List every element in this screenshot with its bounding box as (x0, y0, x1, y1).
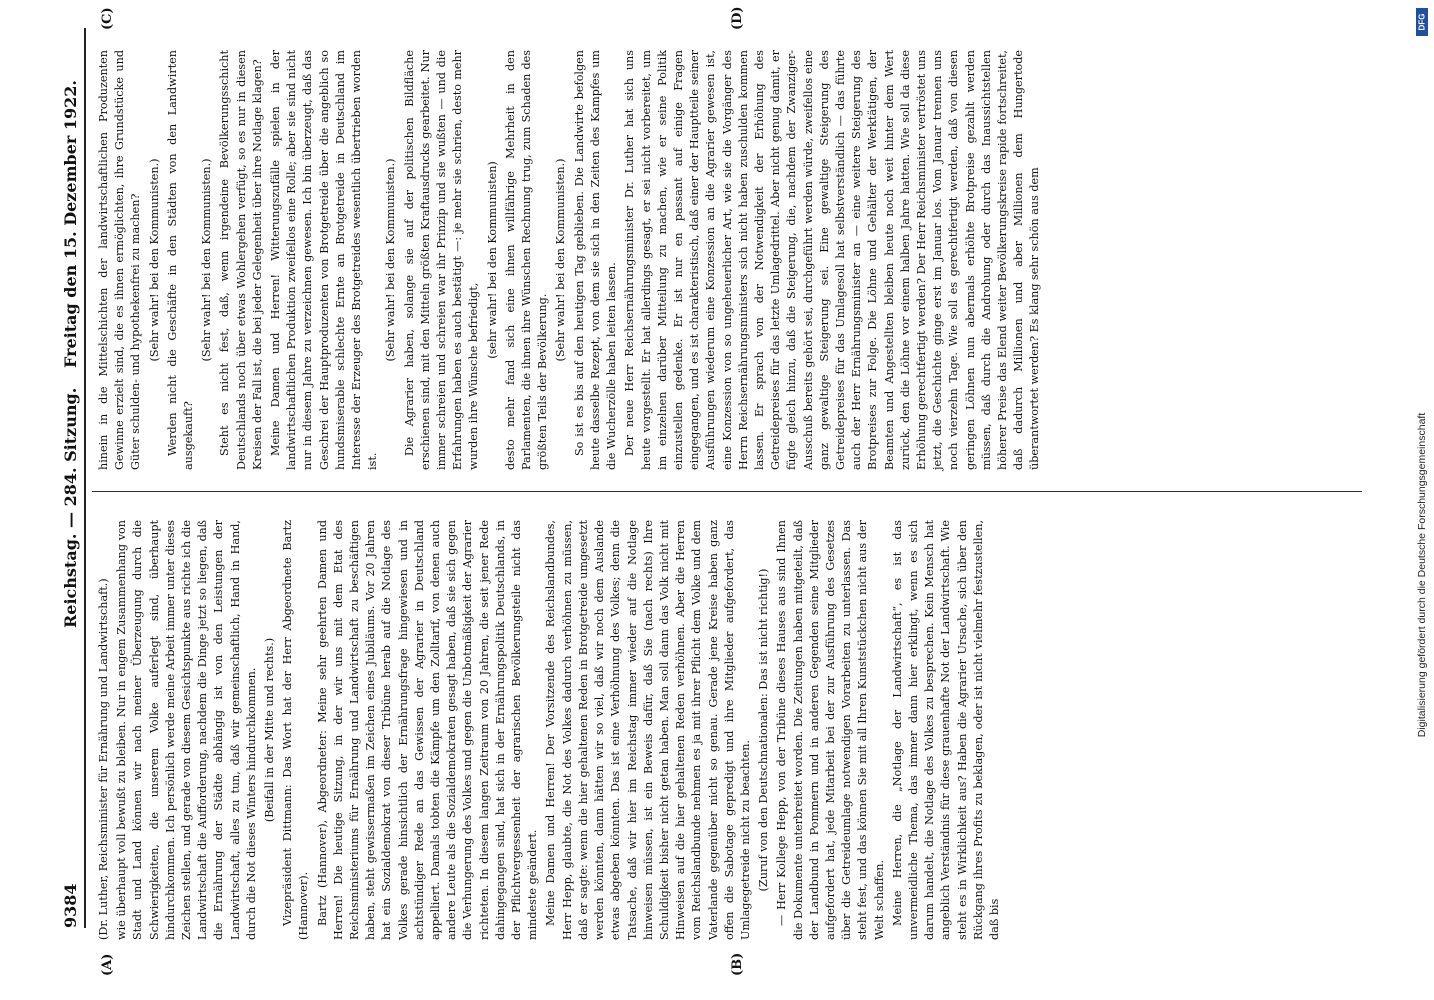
paragraph: (Sehr wahr! bei den Kommunisten.) (384, 158, 398, 362)
paragraph: (Sehr wahr! bei den Kommunisten.) (554, 158, 568, 362)
paragraph: (Dr. Luther, Reichsminister für Ernährung und Landwirtschaft.) (97, 578, 110, 940)
left-text-column (96, 520, 1005, 940)
paragraph: Meine Herren, die „Notlage der Landwirtschaft“, es ist das unvermeidliche Thema, das immer dann hier erklingt, wenn es sich darum handelt, die Notlage des Volkes zu besprechen. Kein Mensch hat angeblich Verständnis für diese grauenhafte Not der Landwirtschaft. Wie steht es in Wirklichkeit aus? Haben die Agrarier Ursache, sich über den Rückgang ihres Profits zu beklagen, oder ist nicht vielmehr festzustellen, daß bis (890, 520, 1001, 940)
session-title: Reichstag. — 284. Sitzung. (61, 387, 80, 628)
paragraph: (Sehr wahr! bei den Kommunisten.) (147, 158, 161, 362)
right-text-column (96, 50, 1046, 470)
paragraph: (Zuruf von den Deutschnationalen: Das ist nicht richtig!) (757, 568, 771, 892)
margin-letter-b: (B) (730, 952, 745, 976)
dfg-logo: DFG (1416, 8, 1428, 36)
paragraph: Steht es nicht fest, daß, wenn irgendeine Bevölkerungsschicht Deutschlands noch über etwas Wohlergehen verfügt, so es nur in diesen Kreisen der Fall ist, die bei jeder Gelegenheit über ihre Notlage klagen? (218, 50, 264, 470)
paragraph: Bartz (Hannover), Abgeordneter: Meine sehr geehrten Damen und Herren! Die heutige Sitzung, in der wir uns mit dem Etat des Reichsministeriums für Ernährung und Landwirtschaft zu beschäftigen haben, steht gewissermaßen im Zeichen eines Jubiläums. Vor 20 Jahren hat ein Sozialdemokrat von dieser Tribüne herab auf die Notlage des Volkes gerade hinsichtlich der Ernährungsfrage hingewiesen und in achtstündiger Rede an das Gewissen der Agrarier in Deutschland appelliert. Damals tobten die Kämpfe um den Zolltarif, von denen auch andere Leute als die Sozialdemokraten gesagt haben, daß sie sich gegen die Verhungerung des Volkes und gegen die Unbotmäßigkeit der Agrarier richteten. In diesem langen Zeitraum von 20 Jahren, die seit jener Rede dahingegangen sind, hat sich in der Ernährungspolitik Deutschlands, in der Pflichtvergessenheit der agrarischen Bevölkerungsteile nicht das mindeste geändert. (315, 520, 540, 940)
session-date: Freitag den 15. Dezember 1922. (61, 80, 80, 368)
page-number: 9384 (61, 883, 80, 928)
paragraph: Die Agrarier haben, solange sie auf der politischen Bildfläche erschienen sind, mit den Mitteln größten Kraftausdrucks gearbeitet. Nur immer schreien und schreien war ihr Prinzip und sie wußten — und die Erfahrungen haben es auch bestätigt —: je mehr sie schrien, desto mehr wurden ihre Wünsche befriedigt, (402, 50, 481, 470)
paragraph: Meine Damen und Herren! Der Vorsitzende des Reichslandbundes, Herr Hepp, glaubte, die Not des Volkes dadurch verhöhnen zu müssen, daß er sagte: wenn die hier gehaltenen Reden in Brotgetreide umgesetzt werden könnten, dann hätten wir so viel, daß wir noch dem Auslande etwas abgeben könnten. Das ist eine Verhöhnung des Volkes; denn die Tatsache, daß wir hier im Reichstag immer wieder auf die Notlage hinweisen müssen, ist ein Beweis dafür, daß Sie (nach rechts) Ihre Schuldigkeit bisher nicht getan haben. Man soll dann das Volk nicht mit Hinweisen auf die hier gehaltenen Reden verhöhnen. Aber die Herren vom Reichslandbunde nehmen es ja mit ihrer Pflicht dem Volke und dem Vaterlande gegenüber nicht so genau. Gerade jene Kreise haben ganz offen die Sabotage gepredigt und ihre Mitglieder aufgefordert, das Umlagegetreide nicht zu beachten. (544, 520, 752, 940)
margin-letter-d: (D) (730, 6, 745, 30)
paragraph: Der neue Herr Reichsernährungsminister Dr. Luther hat sich uns heute vorgestellt. Er hat allerdings gesagt, er sei nicht vorbereitet, um im einzelnen darüber Mitteilung zu machen, wie er seine Politik einzustellen gedenke. Er ist nur en passant auf einige Fragen eingegangen, und es ist charakteristisch, daß einer der Hauptteile seiner Ausführungen wiederum eine Konzession an die Agrarier gewesen ist, eine Konzession von so ungeheuerlicher Art, wie sie die Vorgänger des Herrn Reichsernährungsministers sich nicht haben zuschulden kommen lassen. Er sprach von der Notwendigkeit der Erhöhung des Getreidepreises für das letzte Umlagedrittel. Aber nicht genug damit, er fügte gleich hinzu, daß die Steigerung, die, nachdem der Zwanziger-Ausschuß bereits gehört sei, durchgeführt werden würde, zweifellos eine ganz gewaltige Steigerung sei. Eine gewaltige Steigerung des Getreidepreises für das Umlagesoll hat selbstverständlich — das führte auch der Herr Ernährungsminister an — eine weitere Steigerung des Brotpreises zur Folge. Die Löhne und Gehälter der Werktätigen, der Beamten und Angestellten bleiben heute noch weit hinter dem Wert zurück, den die Löhne vor einem halben Jahre hatten. Wie soll da diese Erhöhung gerechtfertigt werden? Der Herr Reichsminister vertröstet uns jetzt, die Geschichte ginge erst im Januar los. Vom Januar trennen uns noch vierzehn Tage. Wie soll es gerechtfertigt werden, daß von diesen geringen Löhnen nun abermals erhöhte Brotpreise gezahlt werden müssen, daß durch die Androhung oder durch das Inaussichtstellen höherer Preise das Elend weiter Bevölkerungskreise rapide fortschreitet, daß dadurch Millionen und aber Millionen dem Hungertode überantwortet werden? Es klang sehr schön aus dem (623, 50, 1042, 470)
margin-letter-c: (C) (100, 7, 115, 30)
paragraph: Vizepräsident Dittmann: Das Wort hat der Herr Abgeordnete Bartz (Hannover). (281, 520, 311, 940)
digitization-credit: Digitalisierung gefördert durch die Deutsche Forschungsgemeinschaft (1416, 412, 1428, 738)
paragraph: — Herr Kollege Hepp, von der Tribüne dieses Hauses aus sind Ihnen die Dokumente unterbreitet worden. Die Zeitungen haben mitgeteilt, daß der Landbund in Pommern und in anderen Gegenden seine Mitglieder aufgefordert hat, jede Mitarbeit bei der zur Ausführung des Gesetzes über die Getreideumlage notwendigen Vorarbeiten zu unterlassen. Das steht fest, und das können Sie mit all Ihren Kunststückchen nicht aus der Welt schaffen. (775, 520, 886, 940)
page-header (48, 28, 86, 928)
paragraph: So ist es bis auf den heutigen Tag geblieben. Die Landwirte befolgen heute dasselbe Rezept, von dem sie sich in den Zeiten des Kampfes um die Wucherzölle haben leiten lassen. (572, 50, 619, 470)
paragraph: Meine Damen und Herren! Witterungszufälle spielen in der landwirtschaftlichen Produktion zweifellos eine Rolle; aber sie sind nicht nur in diesem Jahre zu verzeichnen gewesen. Ich bin überzeugt, daß das Geschrei der Hauptproduzenten von Brotgetreide über die angeblich so hundsmiserable schlechte Ernte an Brotgetreide in Deutschland im Interesse der Erzeuger des Brotgetreides wesentlich übertrieben worden ist. (269, 50, 380, 470)
paragraph: (sehr wahr! bei den Kommunisten) (485, 161, 499, 359)
column-divider (92, 491, 1362, 492)
paragraph: Werden nicht die Geschäfte in den Städten von den Landwirten ausgekauft? (165, 50, 196, 470)
paragraph: desto mehr fand sich eine ihnen willfährige Mehrheit in den Parlamenten, die ihnen ihre Wünschen Rechnung trug, zum Schaden des größten Teils der Bevölkerung. (503, 50, 550, 470)
paragraph: hinein in die Mittelschichten der landwirtschaftlichen Produzenten Gewinne erzielt sind, die es ihnen ermöglichten, ihre Grundstücke und Güter schulden- und hypothekenfrei zu machen? (97, 50, 143, 470)
paragraph: (Sehr wahr! bei den Kommunisten.) (200, 158, 214, 362)
paragraph: (Beifall in der Mitte und rechts.) (263, 637, 277, 823)
margin-letter-a: (A) (100, 953, 115, 976)
paragraph: wie überhaupt voll bewußt zu bleiben. Nur in engem Zusammenhang von Stadt und Land können wir nach meiner Überzeugung durch die Schwierigkeiten, die unserem Volke auferlegt sind, überhaupt hindurchkommen. Ich persönlich werde meine Arbeit immer unter dieses Zeichen stellen, und gerade von diesem Gesichtspunkte aus richte ich die Landwirtschaft die Aufforderung, nachdem die Dinge jetzt so liegen, daß die Ernährung der Städte abhängig ist von den Leistungen der Landwirtschaft, alles zu tun, daß wir gemeinschaftlich, Hand in Hand, durch die Not dieses Winters hindurchkommen. (115, 520, 258, 940)
